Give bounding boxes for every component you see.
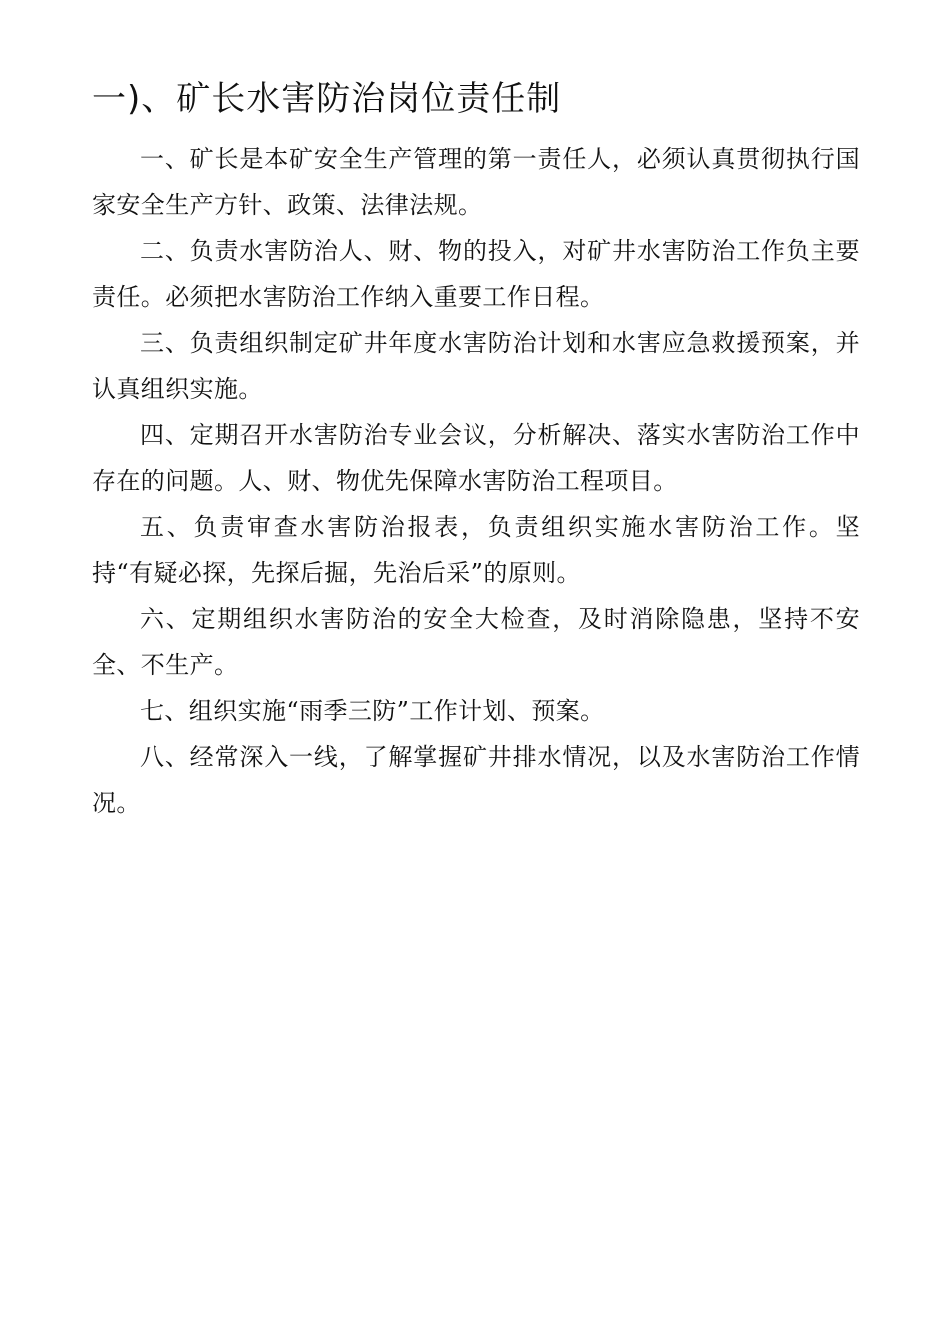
clause-6: 六、定期组织水害防治的安全大检查，及时消除隐患，坚持不安全、不生产。 bbox=[92, 605, 860, 679]
clause-1: 一、矿长是本矿安全生产管理的第一责任人，必须认真贯彻执行国家安全生产方针、政策、法律法规。 bbox=[92, 145, 860, 219]
clause-2: 二、负责水害防治人、财、物的投入，对矿井水害防治工作负主要责任。必须把水害防治工作纳入重要工作日程。 bbox=[92, 237, 860, 311]
clause-7: 七、组织实施“雨季三防”工作计划、预案。 bbox=[140, 697, 605, 725]
document-title: 一)、矿长水害防治岗位责任制 bbox=[92, 79, 562, 119]
clause-5: 五、负责审查水害防治报表，负责组织实施水害防治工作。坚持“有疑必探，先探后掘，先治后采”的原则。 bbox=[92, 513, 860, 587]
clause-8: 八、经常深入一线，了解掌握矿井排水情况，以及水害防治工作情况。 bbox=[92, 743, 860, 817]
clause-4: 四、定期召开水害防治专业会议，分析解决、落实水害防治工作中存在的问题。人、财、物优先保障水害防治工程项目。 bbox=[92, 421, 860, 495]
clause-3: 三、负责组织制定矿井年度水害防治计划和水害应急救援预案，并认真组织实施。 bbox=[92, 329, 860, 403]
document-page bbox=[92, 74, 860, 826]
